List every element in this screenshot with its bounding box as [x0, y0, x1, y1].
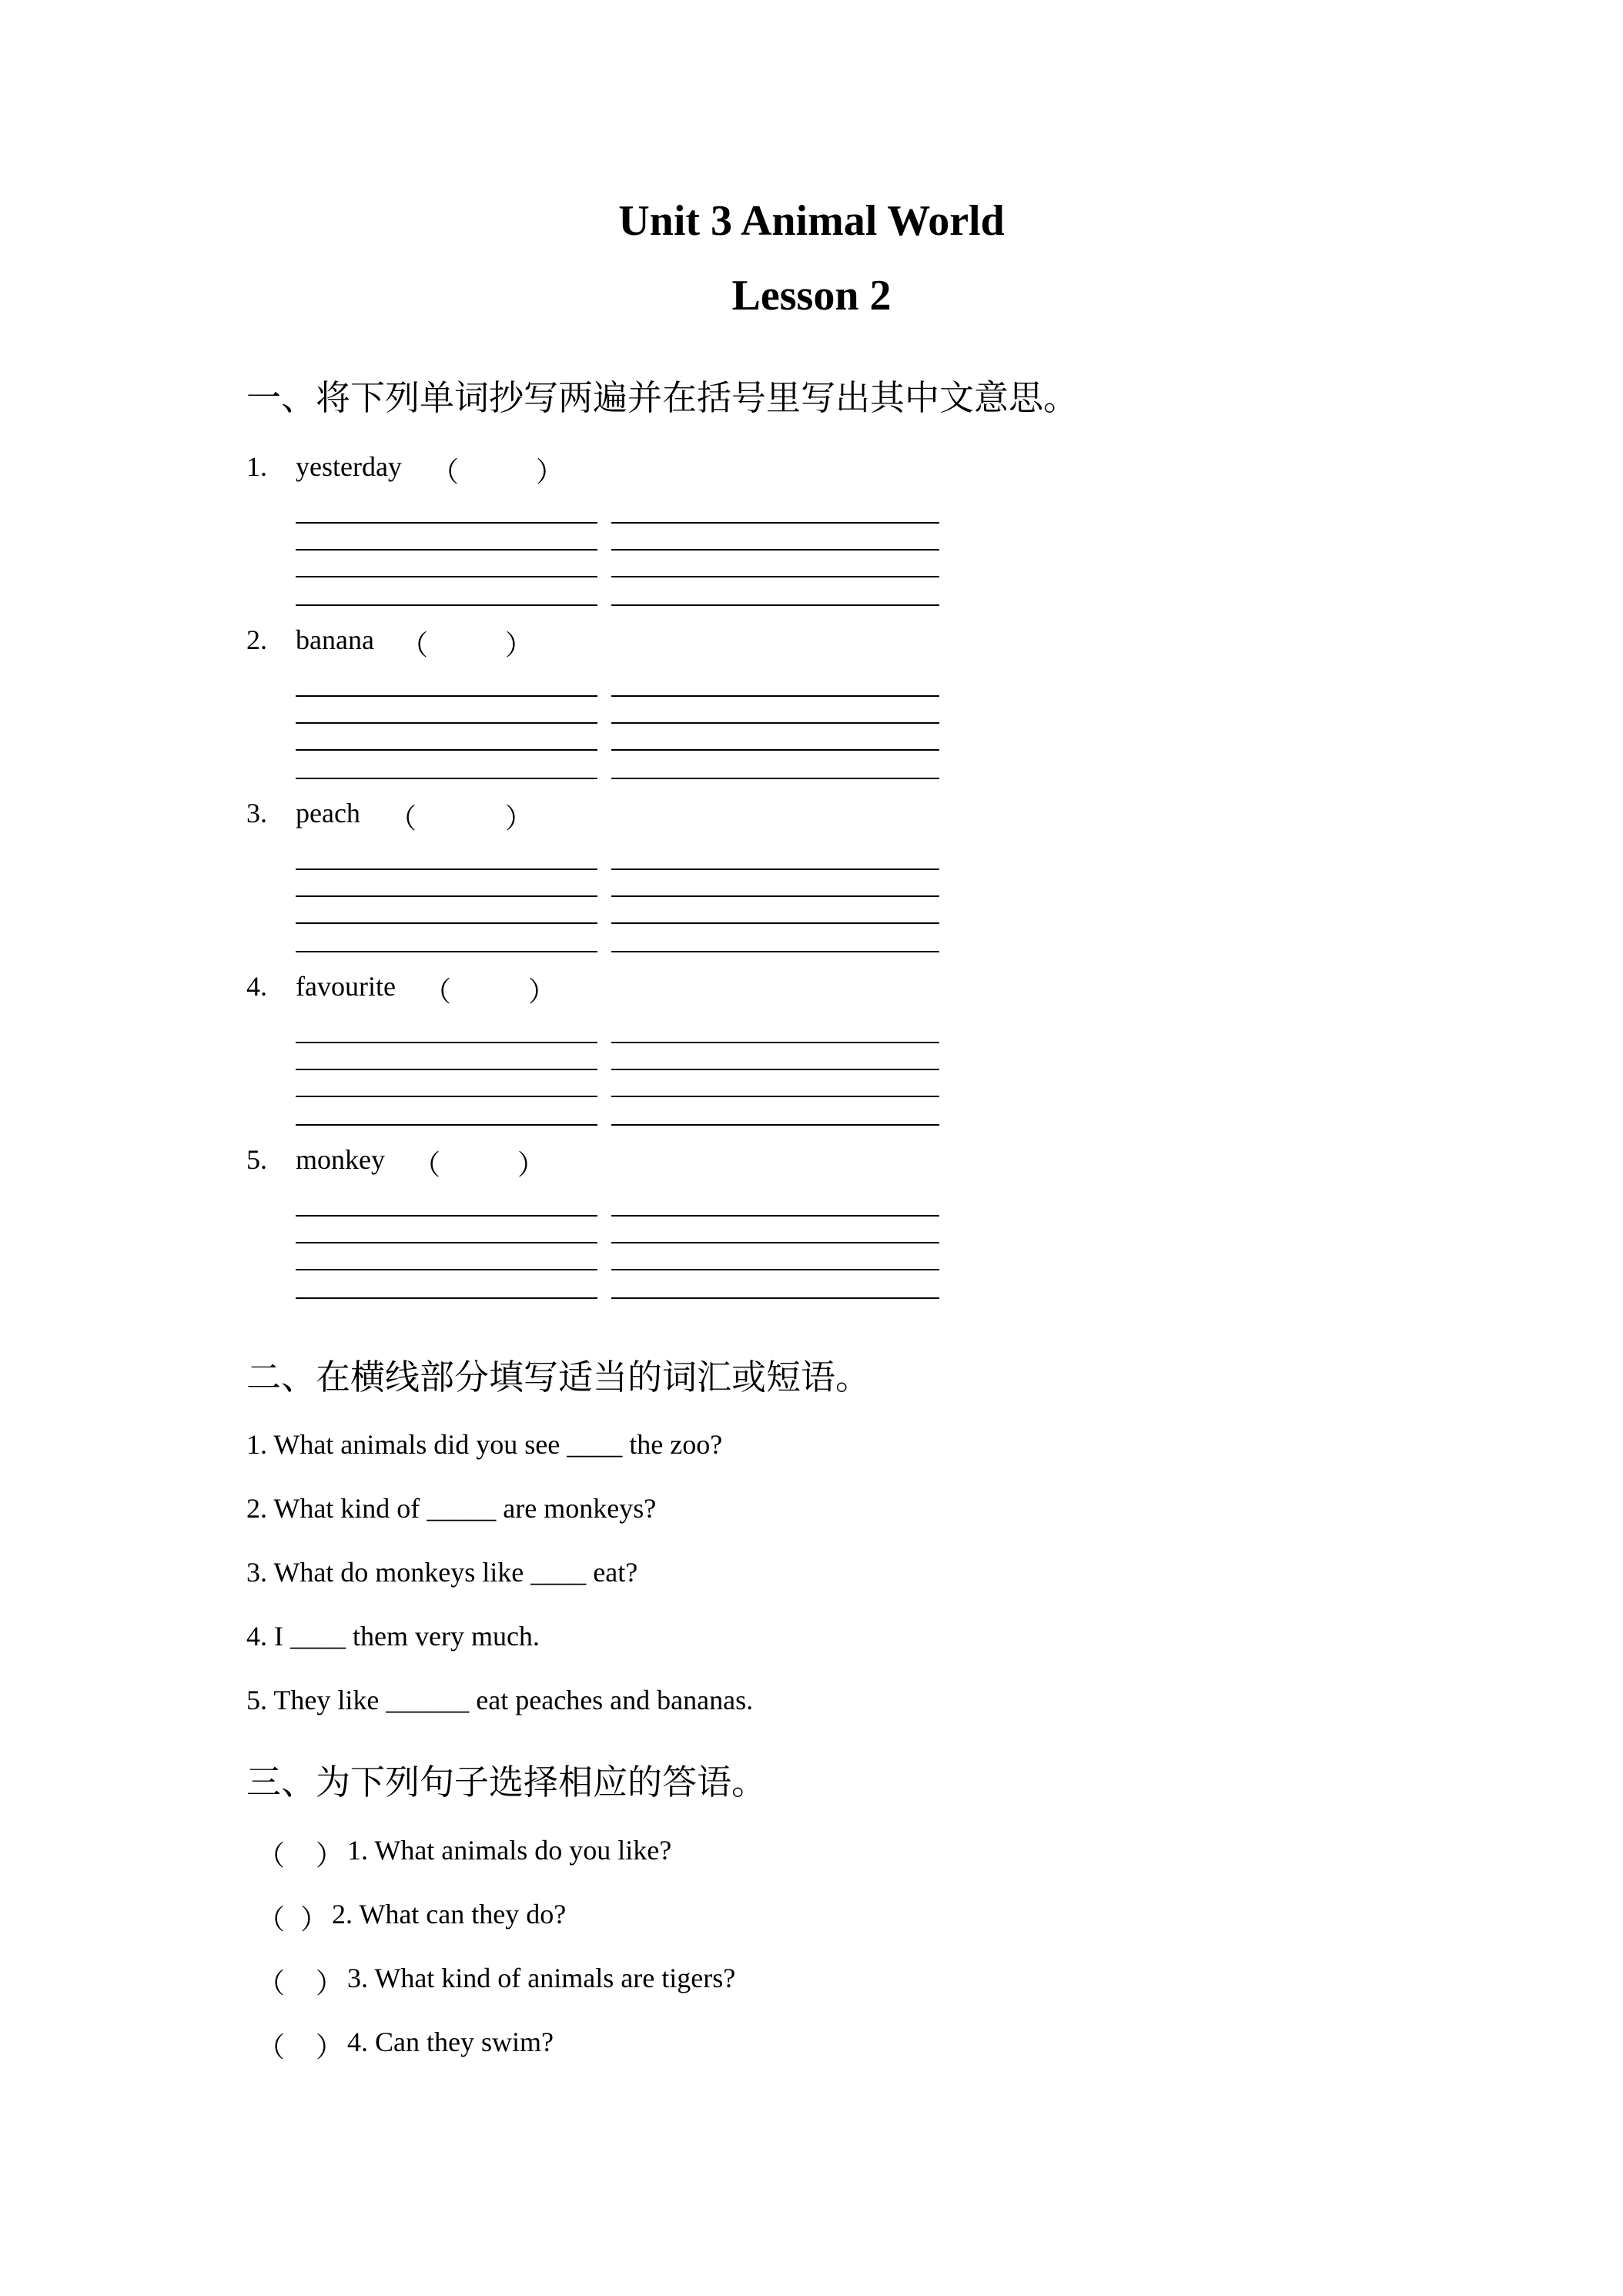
fill-blank-question: 4. I ____ them very much.	[246, 1621, 540, 1652]
writing-line[interactable]	[296, 895, 597, 897]
paren-open: （	[413, 1150, 441, 1180]
lesson-subtitle: Lesson 2	[731, 272, 892, 320]
choice-question-text: 4. Can they swim?	[347, 2027, 554, 2057]
writing-line[interactable]	[611, 869, 939, 870]
answer-paren-close: ）	[316, 1840, 344, 1871]
writing-line[interactable]	[296, 749, 597, 751]
answer-paren-close: ）	[300, 1904, 329, 1935]
fill-blank-question: 5. They like ______ eat peaches and bananas.	[246, 1685, 754, 1715]
item-word: yesterday	[296, 451, 402, 482]
answer-paren-close: ）	[316, 2032, 344, 2063]
writing-line[interactable]	[611, 549, 939, 551]
answer-paren-open: （	[257, 2032, 286, 2063]
writing-line[interactable]	[611, 895, 939, 897]
item-number: 4.	[246, 971, 267, 1002]
writing-line[interactable]	[611, 1269, 939, 1270]
writing-line[interactable]	[611, 604, 939, 606]
writing-line[interactable]	[296, 522, 597, 524]
item-word: favourite	[296, 971, 396, 1002]
paren-open: （	[400, 630, 429, 661]
worksheet-title: Unit 3 Animal World	[618, 197, 1005, 245]
answer-paren-open: （	[257, 1904, 286, 1935]
item-number: 2.	[246, 624, 267, 655]
writing-line[interactable]	[611, 1096, 939, 1097]
writing-line[interactable]	[296, 1269, 597, 1270]
section2-heading: 二、在横线部分填写适当的词汇或短语。	[246, 1357, 871, 1397]
writing-line[interactable]	[611, 695, 939, 697]
writing-line[interactable]	[611, 722, 939, 724]
answer-paren-open: （	[257, 1840, 286, 1871]
writing-line[interactable]	[296, 722, 597, 724]
item-word: banana	[296, 624, 374, 655]
writing-line[interactable]	[296, 1042, 597, 1043]
paren-close: ）	[505, 803, 534, 834]
section1-heading: 一、将下列单词抄写两遍并在括号里写出其中文意思。	[246, 377, 1079, 418]
fill-blank-question: 1. What animals did you see ____ the zoo?	[246, 1429, 723, 1460]
writing-line[interactable]	[611, 1242, 939, 1243]
writing-line[interactable]	[296, 1297, 597, 1299]
writing-line[interactable]	[611, 1124, 939, 1126]
choice-question-text: 1. What animals do you like?	[347, 1835, 672, 1866]
writing-line[interactable]	[611, 951, 939, 952]
answer-paren-open: （	[257, 1968, 286, 1999]
choice-question-text: 3. What kind of animals are tigers?	[347, 1963, 736, 1993]
item-word: peach	[296, 798, 360, 828]
writing-line[interactable]	[611, 522, 939, 524]
writing-line[interactable]	[611, 1069, 939, 1070]
writing-line[interactable]	[611, 778, 939, 779]
writing-line[interactable]	[611, 922, 939, 924]
writing-line[interactable]	[611, 1297, 939, 1299]
writing-line[interactable]	[296, 1215, 597, 1217]
writing-line[interactable]	[296, 778, 597, 779]
writing-line[interactable]	[296, 1069, 597, 1070]
paren-open: （	[423, 976, 452, 1007]
paren-open: （	[431, 457, 460, 487]
writing-line[interactable]	[296, 695, 597, 697]
writing-line[interactable]	[611, 576, 939, 577]
paren-close: ）	[517, 1150, 546, 1180]
answer-paren-close: ）	[316, 1968, 344, 1999]
item-number: 5.	[246, 1144, 267, 1175]
writing-line[interactable]	[611, 1042, 939, 1043]
writing-line[interactable]	[296, 576, 597, 577]
writing-line[interactable]	[296, 1124, 597, 1126]
choice-question-text: 2. What can they do?	[332, 1899, 567, 1930]
writing-line[interactable]	[296, 869, 597, 870]
writing-line[interactable]	[611, 1215, 939, 1217]
writing-line[interactable]	[296, 951, 597, 952]
fill-blank-question: 2. What kind of _____ are monkeys?	[246, 1493, 657, 1524]
item-word: monkey	[296, 1144, 385, 1175]
writing-line[interactable]	[611, 749, 939, 751]
paren-close: ）	[528, 976, 557, 1007]
paren-open: （	[389, 803, 417, 834]
item-number: 3.	[246, 798, 267, 828]
fill-blank-question: 3. What do monkeys like ____ eat?	[246, 1557, 638, 1588]
paren-close: ）	[536, 457, 564, 487]
writing-line[interactable]	[296, 922, 597, 924]
paren-close: ）	[505, 630, 534, 661]
item-number: 1.	[246, 451, 267, 482]
section3-heading: 三、为下列句子选择相应的答语。	[246, 1762, 767, 1802]
writing-line[interactable]	[296, 549, 597, 551]
writing-line[interactable]	[296, 1242, 597, 1243]
writing-line[interactable]	[296, 604, 597, 606]
writing-line[interactable]	[296, 1096, 597, 1097]
